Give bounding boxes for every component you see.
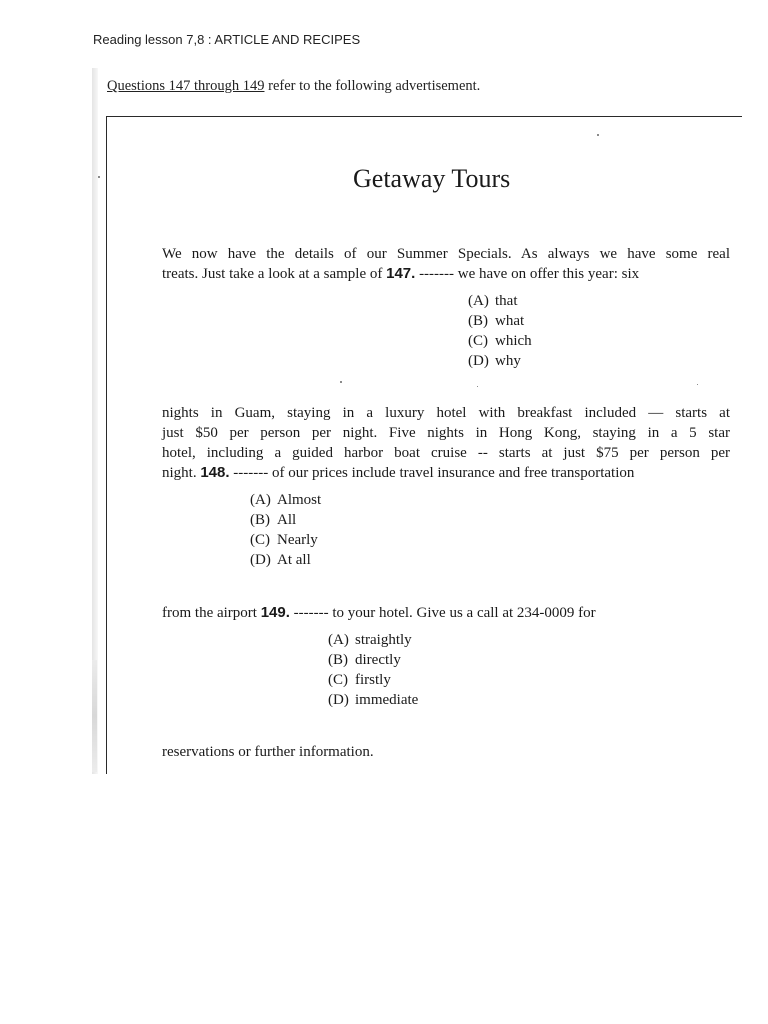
text-fragment: treats. Just take a look at a sample of <box>162 266 387 282</box>
option-letter: (C) <box>328 672 348 688</box>
option-c <box>328 670 418 690</box>
scan-speck <box>98 176 100 178</box>
option-text: immediate <box>355 692 419 708</box>
option-text: At all <box>277 552 311 568</box>
option-text: directly <box>355 652 401 668</box>
option-d <box>468 351 532 371</box>
option-letter: (A) <box>250 492 271 508</box>
question-number-147: 147. <box>386 265 416 282</box>
option-letter: (D) <box>250 552 271 568</box>
option-letter: (B) <box>328 652 348 668</box>
intro-question-range: Questions 147 through 149 <box>107 78 265 94</box>
question-number-148: 148. <box>200 464 230 481</box>
question-147-options <box>468 291 532 371</box>
question-number-149: 149. <box>260 604 290 621</box>
scan-speck <box>477 386 478 387</box>
paragraph-2-line-2: just $50 per person per night. Five nights in Hong Kong, staying in a 5 star <box>162 425 730 441</box>
ad-frame-left-border <box>106 116 107 774</box>
option-text: why <box>495 353 521 369</box>
text-fragment: ------- of our prices include travel insurance and free transportation <box>229 465 635 481</box>
scan-edge-shadow <box>92 660 97 772</box>
text-fragment: ------- we have on offer this year: six <box>415 266 640 282</box>
scan-speck <box>697 384 698 385</box>
option-text: straightly <box>355 632 412 648</box>
paragraph-4: reservations or further information. <box>162 744 374 760</box>
paragraph-1 <box>162 244 730 284</box>
ad-frame-top-border <box>107 116 742 117</box>
intro-text: refer to the following advertisement. <box>264 78 481 94</box>
option-letter: (D) <box>468 353 489 369</box>
option-text: Nearly <box>277 532 318 548</box>
option-letter: (C) <box>468 333 488 349</box>
option-a <box>328 630 418 650</box>
paragraph-2-line-3: hotel, including a guided harbor boat cruise -- starts at just $75 per person per <box>162 445 730 461</box>
option-text: what <box>495 313 525 329</box>
option-text: All <box>277 512 297 528</box>
question-149-options <box>328 630 418 710</box>
option-c <box>250 530 321 550</box>
advertisement-title: Getaway Tours <box>353 164 511 193</box>
option-a <box>250 490 321 510</box>
paragraph-2-line-1: nights in Guam, staying in a luxury hotel with breakfast included — starts at <box>162 405 730 421</box>
question-148-options <box>250 490 321 570</box>
option-letter: (B) <box>250 512 270 528</box>
scan-speck <box>340 381 342 383</box>
paragraph-2 <box>162 403 730 483</box>
option-text: which <box>495 333 532 349</box>
option-letter: (A) <box>328 632 349 648</box>
option-text: Almost <box>277 492 322 508</box>
scan-speck <box>597 134 599 136</box>
option-b <box>468 311 532 331</box>
option-letter: (B) <box>468 313 488 329</box>
option-c <box>468 331 532 351</box>
option-d <box>328 690 418 710</box>
option-a <box>468 291 532 311</box>
paragraph-1-line-1: We now have the details of our Summer Specials. As always we have some real <box>162 246 730 262</box>
option-text: that <box>495 293 518 309</box>
paragraph-3 <box>162 603 722 623</box>
text-fragment: ------- to your hotel. Give us a call at 234-0009 for <box>289 605 596 621</box>
text-fragment: night. <box>162 465 201 481</box>
option-letter: (D) <box>328 692 349 708</box>
page-header: Reading lesson 7,8 : ARTICLE AND RECIPES <box>93 32 361 47</box>
option-b <box>250 510 321 530</box>
option-letter: (A) <box>468 293 489 309</box>
option-text: firstly <box>355 672 391 688</box>
question-intro <box>107 78 480 95</box>
paragraph-1-line-2 <box>162 264 730 284</box>
text-fragment: from the airport <box>162 605 261 621</box>
paragraph-3-line-1 <box>162 603 722 623</box>
option-b <box>328 650 418 670</box>
option-letter: (C) <box>250 532 270 548</box>
paragraph-2-line-4 <box>162 463 730 483</box>
option-d <box>250 550 321 570</box>
